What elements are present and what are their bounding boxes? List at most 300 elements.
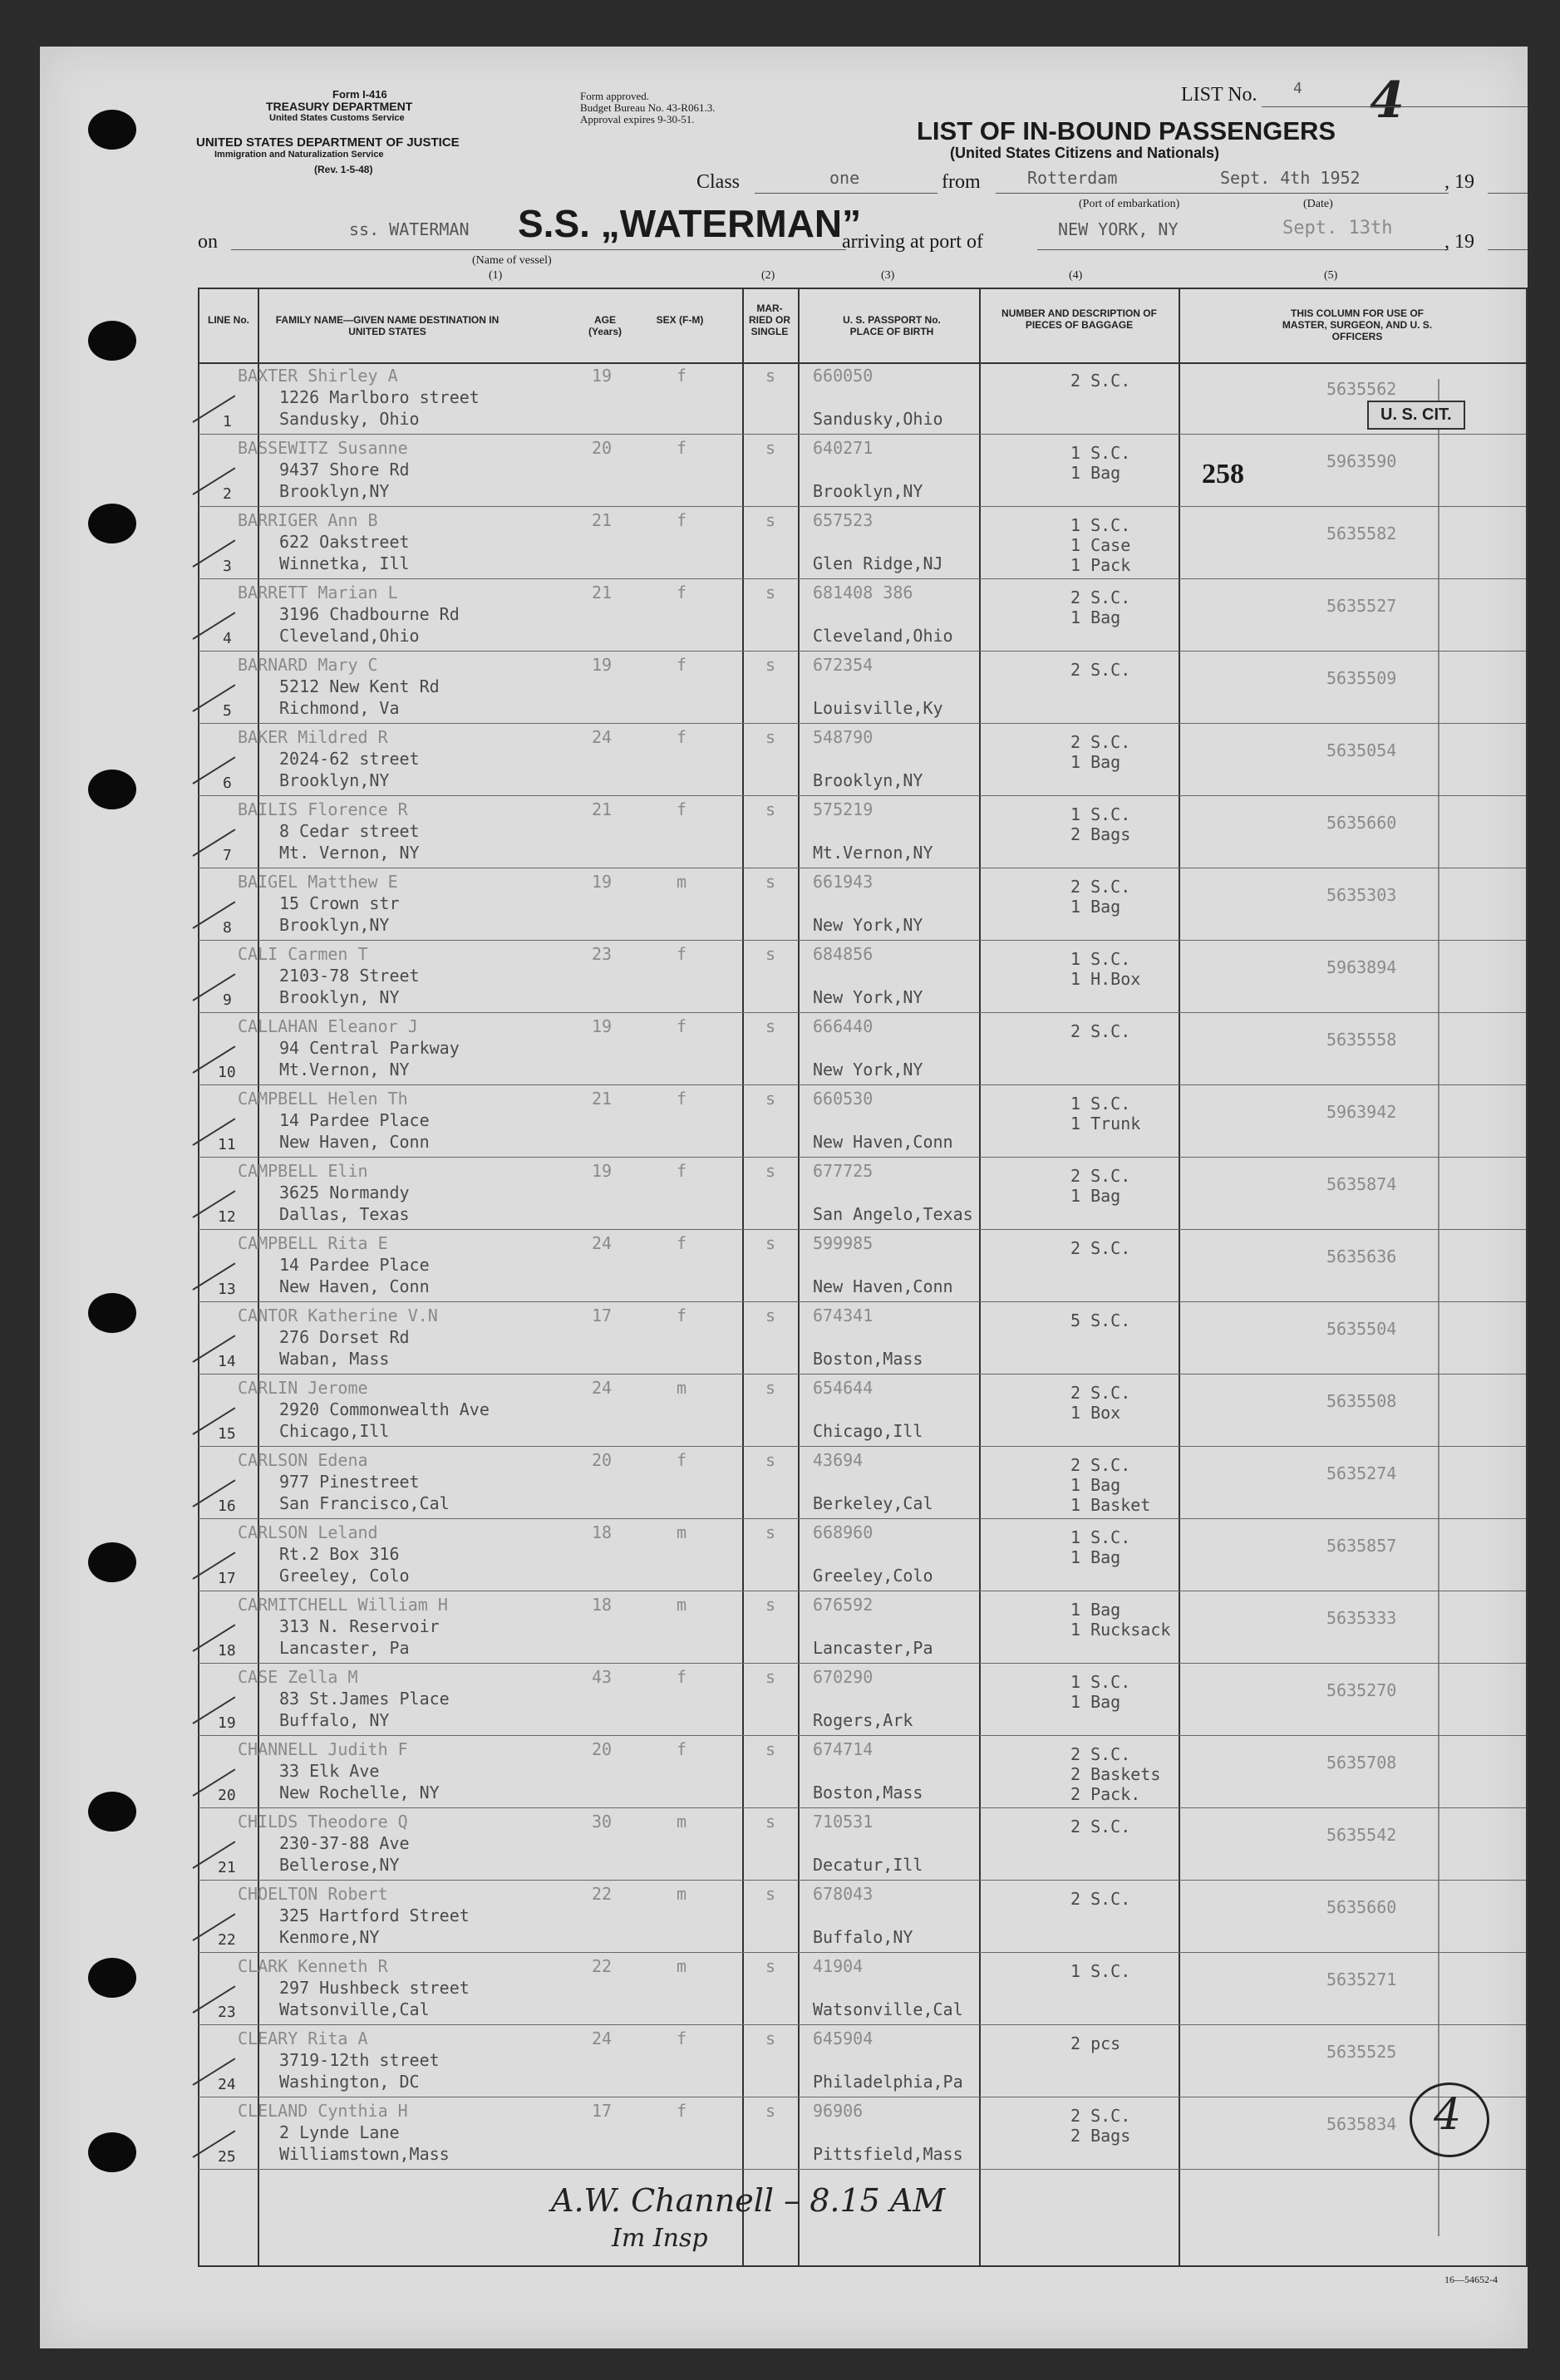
table-row — [198, 941, 1526, 1013]
passenger-sex: f — [677, 2028, 687, 2048]
passenger-sex: f — [677, 799, 687, 819]
line-number: 6 — [223, 774, 232, 792]
passenger-name: CARMITCHELL William H — [238, 1595, 448, 1615]
class-value: one — [829, 168, 860, 188]
table-row — [198, 868, 1526, 941]
address-line-2: New Haven, Conn — [279, 1132, 430, 1152]
officer-number: 5963942 — [1326, 1102, 1397, 1122]
from-line — [996, 193, 1449, 194]
passenger-passport: 599985 — [813, 1233, 874, 1253]
line-number: 21 — [218, 1859, 236, 1876]
table-row — [198, 1230, 1526, 1302]
port-embark-caption: (Port of embarkation) — [1079, 198, 1180, 210]
table-row — [198, 724, 1526, 796]
line-number: 15 — [218, 1425, 236, 1443]
passenger-name: BAXTER Shirley A — [238, 366, 398, 386]
passenger-passport: 672354 — [813, 655, 874, 675]
table-row — [198, 1158, 1526, 1230]
address-line-2: Kenmore,NY — [279, 1927, 380, 1947]
address-line-1: 3625 Normandy — [279, 1183, 410, 1202]
arrival-year-line — [1488, 249, 1528, 250]
place-of-birth: Sandusky,Ohio — [813, 409, 943, 429]
officer-number: 5635636 — [1326, 1247, 1397, 1266]
passenger-sex: f — [677, 655, 687, 675]
passenger-marital-status: s — [765, 1739, 776, 1759]
year-line — [1488, 193, 1528, 194]
passenger-age: 22 — [592, 1956, 613, 1976]
col-header-line-no: LINE No. — [208, 314, 249, 326]
col-num-3: (3) — [881, 269, 895, 282]
place-of-birth: Mt.Vernon,NY — [813, 843, 933, 863]
passenger-sex: f — [677, 438, 687, 458]
place-of-birth: Glen Ridge,NJ — [813, 553, 943, 573]
baggage-item: 2 S.C. — [1070, 371, 1131, 391]
passenger-passport: 676592 — [813, 1595, 874, 1615]
punch-hole — [88, 110, 136, 150]
approval-2: Budget Bureau No. 43-R061.3. — [580, 101, 716, 114]
address-line-1: 83 St.James Place — [279, 1689, 450, 1709]
place-of-birth: Brooklyn,NY — [813, 770, 923, 790]
address-line-1: 3719-12th street — [279, 2050, 440, 2070]
line-number: 17 — [218, 1570, 236, 1587]
passenger-age: 20 — [592, 1739, 613, 1759]
arrival-date: Sept. 13th — [1282, 218, 1393, 238]
us-citizen-stamp: U. S. CIT. — [1367, 401, 1465, 430]
baggage-item: 2 S.C. — [1070, 1817, 1131, 1837]
passenger-name: BARRETT Marian L — [238, 583, 398, 602]
officer-number: 5635054 — [1326, 740, 1397, 760]
passenger-age: 43 — [592, 1667, 613, 1687]
passenger-marital-status: s — [765, 655, 776, 675]
approval-3: Approval expires 9-30-51. — [580, 113, 695, 125]
address-line-2: Cleveland,Ohio — [279, 626, 420, 646]
passenger-passport: 661943 — [813, 872, 874, 892]
passenger-age: 21 — [592, 1089, 613, 1109]
address-line-2: Greeley, Colo — [279, 1566, 410, 1586]
punch-hole — [88, 1293, 136, 1333]
baggage-item: 2 S.C. — [1070, 2106, 1131, 2126]
passenger-name: CARLIN Jerome — [238, 1378, 368, 1398]
passenger-name: BARNARD Mary C — [238, 655, 378, 675]
place-of-birth: New York,NY — [813, 987, 923, 1007]
passenger-marital-status: s — [765, 2101, 776, 2121]
passenger-age: 24 — [592, 727, 613, 747]
passenger-name: CAMPBELL Rita E — [238, 1233, 388, 1253]
passenger-age: 19 — [592, 872, 613, 892]
passenger-passport: 645904 — [813, 2028, 874, 2048]
officer-number: 5635660 — [1326, 813, 1397, 833]
punch-hole — [88, 321, 136, 361]
address-line-1: 5212 New Kent Rd — [279, 676, 440, 696]
vessel-typed: ss. WATERMAN — [349, 219, 470, 239]
row-rule — [198, 2169, 1526, 2170]
officer-number: 5635303 — [1326, 885, 1397, 905]
passenger-age: 20 — [592, 438, 613, 458]
line-number: 4 — [223, 630, 232, 647]
col-num-1: (1) — [489, 269, 503, 282]
address-line-1: 2920 Commonwealth Ave — [279, 1399, 490, 1419]
place-of-birth: Philadelphia,Pa — [813, 2072, 963, 2092]
place-of-birth: San Angelo,Texas — [813, 1204, 973, 1224]
line-number: 5 — [223, 702, 232, 720]
place-of-birth: Buffalo,NY — [813, 1927, 913, 1947]
passenger-sex: f — [677, 727, 687, 747]
place-of-birth: Decatur,Ill — [813, 1855, 923, 1875]
customs-service: United States Customs Service — [269, 113, 405, 123]
address-line-1: 230-37-88 Ave — [279, 1833, 410, 1853]
col-header-passport: U. S. PASSPORT No. PLACE OF BIRTH — [843, 314, 941, 337]
passenger-age: 24 — [592, 1378, 613, 1398]
vessel-line — [231, 249, 846, 250]
baggage-item: 1 Bag — [1070, 752, 1121, 772]
passenger-rows — [198, 362, 1526, 2265]
line-number: 11 — [218, 1136, 236, 1153]
line-number: 16 — [218, 1497, 236, 1515]
passenger-marital-status: s — [765, 510, 776, 530]
place-of-birth: Boston,Mass — [813, 1783, 923, 1802]
address-line-1: 2 Lynde Lane — [279, 2122, 400, 2142]
passenger-passport: 681408 386 — [813, 583, 913, 602]
baggage-item: 1 Basket — [1070, 1495, 1151, 1515]
passenger-sex: f — [677, 1667, 687, 1687]
passenger-marital-status: s — [765, 1306, 776, 1325]
table-row — [198, 1302, 1526, 1374]
line-number: 2 — [223, 485, 232, 503]
passenger-passport: 666440 — [813, 1016, 874, 1036]
line-number: 10 — [218, 1064, 236, 1081]
passenger-age: 21 — [592, 510, 613, 530]
baggage-item: 1 S.C. — [1070, 1094, 1131, 1114]
place-of-birth: Pittsfield,Mass — [813, 2144, 963, 2164]
passenger-sex: m — [677, 1956, 687, 1976]
passenger-marital-status: s — [765, 438, 776, 458]
ins-service: Immigration and Naturalization Service — [214, 150, 384, 160]
baggage-item: 1 Pack — [1070, 555, 1131, 575]
officer-number: 5635271 — [1326, 1969, 1397, 1989]
passenger-name: CLARK Kenneth R — [238, 1956, 388, 1976]
baggage-item: 1 S.C. — [1070, 515, 1131, 535]
table-row — [198, 1953, 1526, 2025]
table-row — [198, 435, 1526, 507]
officer-number: 5635508 — [1326, 1391, 1397, 1411]
punch-hole — [88, 770, 136, 809]
baggage-item: 1 Bag — [1070, 1692, 1121, 1712]
baggage-item: 2 S.C. — [1070, 877, 1131, 897]
officer-number: 5635274 — [1326, 1463, 1397, 1483]
class-label: Class — [696, 171, 741, 193]
baggage-item: 1 S.C. — [1070, 443, 1131, 463]
address-line-1: 977 Pinestreet — [279, 1472, 420, 1492]
line-number: 25 — [218, 2148, 236, 2166]
passenger-passport: 43694 — [813, 1450, 864, 1470]
passenger-age: 21 — [592, 799, 613, 819]
passenger-marital-status: s — [765, 1089, 776, 1109]
line-number: 8 — [223, 919, 232, 937]
officer-number: 5635509 — [1326, 668, 1397, 688]
address-line-2: Brooklyn, NY — [279, 987, 400, 1007]
passenger-sex: m — [677, 1884, 687, 1904]
count-stamp: 258 — [1202, 459, 1244, 489]
passenger-age: 18 — [592, 1595, 613, 1615]
list-no-label: LIST No. — [1181, 84, 1257, 106]
passenger-marital-status: s — [765, 2028, 776, 2048]
baggage-item: 1 Bag — [1070, 607, 1121, 627]
place-of-birth: New Haven,Conn — [813, 1132, 953, 1152]
baggage-item: 1 Trunk — [1070, 1114, 1141, 1133]
address-line-2: Mt. Vernon, NY — [279, 843, 420, 863]
passenger-marital-status: s — [765, 1667, 776, 1687]
passenger-name: CAMPBELL Elin — [238, 1161, 368, 1181]
table-row — [198, 507, 1526, 579]
place-of-birth: Louisville,Ky — [813, 698, 943, 718]
passenger-name: BAILIS Florence R — [238, 799, 408, 819]
list-subtitle: (United States Citizens and Nationals) — [950, 145, 1220, 161]
inspector-initials: Im Insp — [612, 2224, 708, 2253]
passenger-name: CHANNELL Judith F — [238, 1739, 408, 1759]
passenger-marital-status: s — [765, 583, 776, 602]
address-line-1: 325 Hartford Street — [279, 1905, 470, 1925]
passenger-passport: 660050 — [813, 366, 874, 386]
officer-number: 5635525 — [1326, 2042, 1397, 2062]
table-row — [198, 1808, 1526, 1881]
place-of-birth: Rogers,Ark — [813, 1710, 913, 1730]
officer-number: 5963894 — [1326, 957, 1397, 977]
address-line-2: Sandusky, Ohio — [279, 409, 420, 429]
passenger-marital-status: s — [765, 872, 776, 892]
inspector-signature: A.W. Channell – 8.15 AM — [551, 2182, 946, 2219]
address-line-1: 622 Oakstreet — [279, 532, 410, 552]
line-number: 13 — [218, 1281, 236, 1298]
list-title: LIST OF IN-BOUND PASSENGERS — [917, 116, 1336, 145]
place-of-birth: New York,NY — [813, 915, 923, 935]
passenger-age: 24 — [592, 1233, 613, 1253]
punch-hole — [88, 1958, 136, 1998]
passenger-passport: 710531 — [813, 1812, 874, 1832]
place-of-birth: Chicago,Ill — [813, 1421, 923, 1441]
passenger-passport: 660530 — [813, 1089, 874, 1109]
line-number: 19 — [218, 1714, 236, 1732]
passenger-age: 23 — [592, 944, 613, 964]
vessel-stamp: S.S. „WATERMAN” — [518, 202, 862, 245]
col-header-officers: THIS COLUMN FOR USE OF MASTER, SURGEON, AND U. S. OFFICERS — [1282, 307, 1433, 342]
officer-number: 5635874 — [1326, 1174, 1397, 1194]
date-caption: (Date) — [1303, 198, 1333, 210]
address-line-2: Buffalo, NY — [279, 1710, 390, 1730]
address-line-2: Waban, Mass — [279, 1349, 390, 1369]
address-line-2: Lancaster, Pa — [279, 1638, 410, 1658]
revision: (Rev. 1-5-48) — [314, 164, 373, 175]
passenger-marital-status: s — [765, 1016, 776, 1036]
address-line-1: 3196 Chadbourne Rd — [279, 604, 460, 624]
passenger-marital-status: s — [765, 799, 776, 819]
passenger-passport: 657523 — [813, 510, 874, 530]
passenger-age: 19 — [592, 1016, 613, 1036]
place-of-birth: Cleveland,Ohio — [813, 626, 953, 646]
passenger-marital-status: s — [765, 1450, 776, 1470]
table-row — [198, 2097, 1526, 2170]
passenger-passport: 640271 — [813, 438, 874, 458]
address-line-1: 94 Central Parkway — [279, 1038, 460, 1058]
officer-number: 5635333 — [1326, 1608, 1397, 1628]
passenger-age: 18 — [592, 1522, 613, 1542]
address-line-2: New Rochelle, NY — [279, 1783, 440, 1802]
passenger-marital-status: s — [765, 727, 776, 747]
baggage-item: 2 Bags — [1070, 824, 1131, 844]
address-line-1: 276 Dorset Rd — [279, 1327, 410, 1347]
line-number: 24 — [218, 2076, 236, 2093]
address-line-2: Winnetka, Ill — [279, 553, 410, 573]
passenger-name: CHOELTON Robert — [238, 1884, 388, 1904]
passenger-marital-status: s — [765, 1233, 776, 1253]
table-row — [198, 1085, 1526, 1158]
vessel-caption: (Name of vessel) — [472, 254, 552, 267]
baggage-item: 2 S.C. — [1070, 1383, 1131, 1403]
passenger-sex: m — [677, 1378, 687, 1398]
place-of-birth: Brooklyn,NY — [813, 481, 923, 501]
address-line-1: 8 Cedar street — [279, 821, 420, 841]
passenger-age: 30 — [592, 1812, 613, 1832]
baggage-item: 1 Bag — [1070, 1600, 1121, 1620]
passenger-passport: 674714 — [813, 1739, 874, 1759]
punch-hole — [88, 1792, 136, 1832]
place-of-birth: Berkeley,Cal — [813, 1493, 933, 1513]
passenger-passport: 575219 — [813, 799, 874, 819]
address-line-1: 2024-62 street — [279, 749, 420, 769]
baggage-item: 1 Bag — [1070, 897, 1121, 917]
passenger-sex: f — [677, 1306, 687, 1325]
table-row — [198, 1374, 1526, 1447]
officer-number: 5635582 — [1326, 524, 1397, 543]
passenger-name: CARLSON Edena — [238, 1450, 368, 1470]
passenger-name: CANTOR Katherine V.N — [238, 1306, 438, 1325]
passenger-age: 20 — [592, 1450, 613, 1470]
baggage-item: 1 S.C. — [1070, 1961, 1131, 1981]
line-number: 18 — [218, 1642, 236, 1660]
col-header-married: MAR-RIED OR SINGLE — [748, 302, 790, 337]
officer-number: 5635527 — [1326, 596, 1397, 616]
baggage-item: 1 S.C. — [1070, 949, 1131, 969]
passenger-age: 17 — [592, 2101, 613, 2121]
col-num-5: (5) — [1324, 269, 1338, 282]
passenger-marital-status: s — [765, 1161, 776, 1181]
date-value: Sept. 4th 1952 — [1220, 168, 1361, 188]
address-line-1: 297 Hushbeck street — [279, 1978, 470, 1998]
address-line-2: Brooklyn,NY — [279, 915, 390, 935]
passenger-sex: f — [677, 583, 687, 602]
arrival-port: NEW YORK, NY — [1058, 219, 1179, 239]
passenger-sex: f — [677, 1089, 687, 1109]
address-line-2: New Haven, Conn — [279, 1276, 430, 1296]
baggage-item: 2 S.C. — [1070, 1744, 1131, 1764]
passenger-age: 17 — [592, 1306, 613, 1325]
punch-hole — [88, 1542, 136, 1582]
address-line-2: Mt.Vernon, NY — [279, 1060, 410, 1079]
address-line-1: 33 Elk Ave — [279, 1761, 380, 1781]
approval-1: Form approved. — [580, 90, 650, 102]
passenger-sex: f — [677, 2101, 687, 2121]
place-of-birth: New Haven,Conn — [813, 1276, 953, 1296]
place-of-birth: Lancaster,Pa — [813, 1638, 933, 1658]
baggage-item: 1 Bag — [1070, 463, 1121, 483]
passenger-name: CLELAND Cynthia H — [238, 2101, 408, 2121]
baggage-item: 2 S.C. — [1070, 588, 1131, 607]
officer-number: 5635834 — [1326, 2114, 1397, 2134]
table-row — [198, 2025, 1526, 2097]
address-line-2: Richmond, Va — [279, 698, 400, 718]
passenger-marital-status: s — [765, 944, 776, 964]
baggage-item: 2 S.C. — [1070, 1021, 1131, 1041]
line-number: 12 — [218, 1208, 236, 1226]
punch-hole — [88, 504, 136, 543]
table-row — [198, 652, 1526, 724]
officer-number: 5635857 — [1326, 1536, 1397, 1556]
baggage-item: 2 Baskets — [1070, 1764, 1161, 1784]
line-number: 22 — [218, 1931, 236, 1949]
officer-number: 5635708 — [1326, 1753, 1397, 1773]
table-row — [198, 1881, 1526, 1953]
list-no-line — [1262, 106, 1528, 107]
passenger-name: BAIGEL Matthew E — [238, 872, 398, 892]
form-number: Form I-416 — [332, 88, 387, 101]
address-line-1: 313 N. Reservoir — [279, 1616, 440, 1636]
baggage-item: 1 Box — [1070, 1403, 1121, 1423]
col-header-age: AGE (Years) — [588, 314, 623, 337]
passenger-name: CLEARY Rita A — [238, 2028, 368, 2048]
passenger-sex: m — [677, 872, 687, 892]
baggage-item: 2 S.C. — [1070, 660, 1131, 680]
year-label: , 19 — [1444, 171, 1474, 193]
place-of-birth: New York,NY — [813, 1060, 923, 1079]
passenger-passport: 654644 — [813, 1378, 874, 1398]
baggage-item: 1 S.C. — [1070, 804, 1131, 824]
address-line-1: 14 Pardee Place — [279, 1255, 430, 1275]
from-label: from — [942, 171, 981, 193]
address-line-2: Brooklyn,NY — [279, 770, 390, 790]
arrival-year-label: , 19 — [1444, 231, 1474, 253]
baggage-item: 2 S.C. — [1070, 1238, 1131, 1258]
col-header-baggage: NUMBER AND DESCRIPTION OF PIECES OF BAGGAGE — [1001, 307, 1157, 331]
passenger-passport: 96906 — [813, 2101, 864, 2121]
passenger-marital-status: s — [765, 1812, 776, 1832]
address-line-2: Washington, DC — [279, 2072, 420, 2092]
line-number: 14 — [218, 1353, 236, 1370]
address-line-2: Brooklyn,NY — [279, 481, 390, 501]
line-number: 20 — [218, 1787, 236, 1804]
passenger-passport: 674341 — [813, 1306, 874, 1325]
address-line-2: Williamstown,Mass — [279, 2144, 450, 2164]
passenger-marital-status: s — [765, 1595, 776, 1615]
from-value: Rotterdam — [1027, 168, 1118, 188]
place-of-birth: Watsonville,Cal — [813, 1999, 963, 2019]
baggage-item: 1 H.Box — [1070, 969, 1141, 989]
baggage-item: 1 Bag — [1070, 1475, 1121, 1495]
table-row — [198, 579, 1526, 652]
baggage-item: 2 S.C. — [1070, 1455, 1131, 1475]
circle-mark-digit: 4 — [1434, 2090, 1462, 2140]
officer-number: 5635562 — [1326, 379, 1397, 399]
passenger-passport: 677725 — [813, 1161, 874, 1181]
passenger-name: CASE Zella M — [238, 1667, 358, 1687]
line-number: 1 — [223, 413, 232, 430]
place-of-birth: Greeley,Colo — [813, 1566, 933, 1586]
officer-number: 5635270 — [1326, 1680, 1397, 1700]
address-line-2: Chicago,Ill — [279, 1421, 390, 1441]
address-line-1: 2103-78 Street — [279, 966, 420, 986]
manifest-sheet — [40, 47, 1528, 2348]
passenger-passport: 548790 — [813, 727, 874, 747]
passenger-age: 22 — [592, 1884, 613, 1904]
form-code: 16—54652-4 — [1444, 2274, 1498, 2285]
